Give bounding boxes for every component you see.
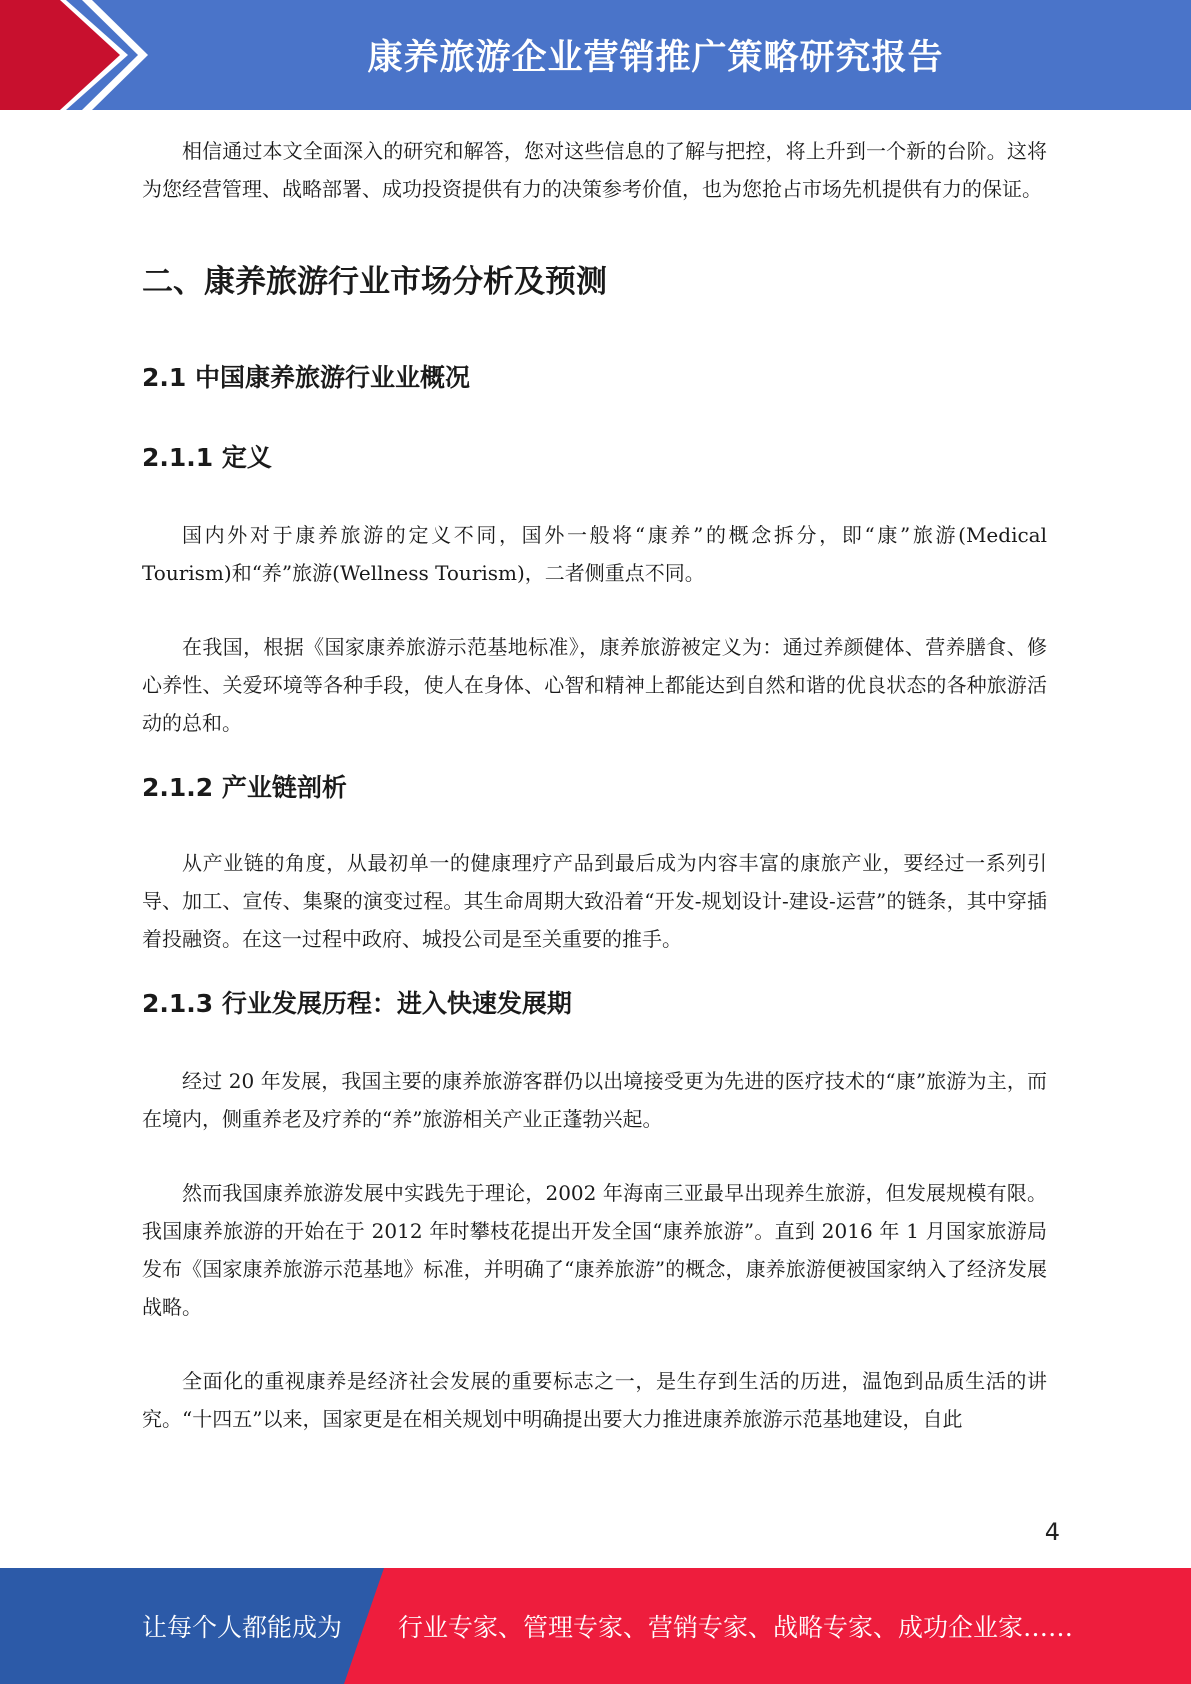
page-footer — [0, 1568, 1191, 1684]
heading-2-1-3: 2.1.3 行业发展历程：进入快速发展期 — [142, 989, 572, 1018]
subsection-heading: 2.1 中国康养旅游行业业概况 — [142, 363, 470, 392]
page-content — [142, 132, 1047, 1438]
footer-slogan-left: 让每个人都能成为 — [142, 1613, 343, 1642]
definition-paragraph-2: 在我国，根据《国家康养旅游示范基地标准》，康养旅游被定义为：通过养颜健体、营养膳食、修心养性、关爱环境等各种手段，使人在身体、心智和精神上都能达到自然和谐的优良状态的各种旅游活动的总和。 — [142, 635, 1047, 735]
definition-paragraph-1: 国内外对于康养旅游的定义不同，国外一般将“康养”的概念拆分，即“康”旅游(Medical Tourism)和“养”旅游(Wellness Tourism)，二者侧重点不同。 — [142, 523, 1047, 585]
history-paragraph-3: 全面化的重视康养是经济社会发展的重要标志之一，是生存到生活的历进，温饱到品质生活的讲究。“十四五”以来，国家更是在相关规划中明确提出要大力推进康养旅游示范基地建设，自此 — [142, 1369, 1047, 1431]
report-title: 康养旅游企业营销推广策略研究报告 — [367, 38, 944, 78]
intro-paragraph: 相信通过本文全面深入的研究和解答，您对这些信息的了解与把控，将上升到一个新的台阶。这将为您经营管理、战略部署、成功投资提供有力的决策参考价值，也为您抢占市场先机提供有力的保证。 — [142, 139, 1047, 201]
industry-chain-paragraph: 从产业链的角度，从最初单一的健康理疗产品到最后成为内容丰富的康旅产业，要经过一系列引导、加工、宣传、集聚的演变过程。其生命周期大致沿着“开发-规划设计-建设-运营”的链条，其中穿插着投融资。在这一过程中政府、城投公司是至关重要的推手。 — [142, 851, 1047, 951]
header-red-chevron-decoration — [0, 0, 160, 110]
section-heading: 二、康养旅游行业市场分析及预测 — [142, 264, 607, 300]
history-paragraph-1: 经过 20 年发展，我国主要的康养旅游客群仍以出境接受更为先进的医疗技术的“康”旅游为主，而在境内，侧重养老及疗养的“养”旅游相关产业正蓬勃兴起。 — [142, 1069, 1047, 1131]
history-paragraph-2: 然而我国康养旅游发展中实践先于理论，2002 年海南三亚最早出现养生旅游，但发展规模有限。我国康养旅游的开始在于 2012 年时攀枝花提出开发全国“康养旅游”。直到 2016 年 1 月国家旅游局发布《国家康养旅游示范基地》标准，并明确了“康养旅游”的概念，康养旅游便被国家纳入了经济发展战略。 — [142, 1181, 1047, 1319]
page-header — [0, 0, 1191, 110]
heading-2-1-2: 2.1.2 产业链剖析 — [142, 773, 347, 802]
page-number: 4 — [1044, 1518, 1060, 1546]
footer-slogan-right: 行业专家、管理专家、营销专家、战略专家、成功企业家…… — [398, 1613, 1074, 1642]
heading-2-1-1: 2.1.1 定义 — [142, 443, 272, 472]
